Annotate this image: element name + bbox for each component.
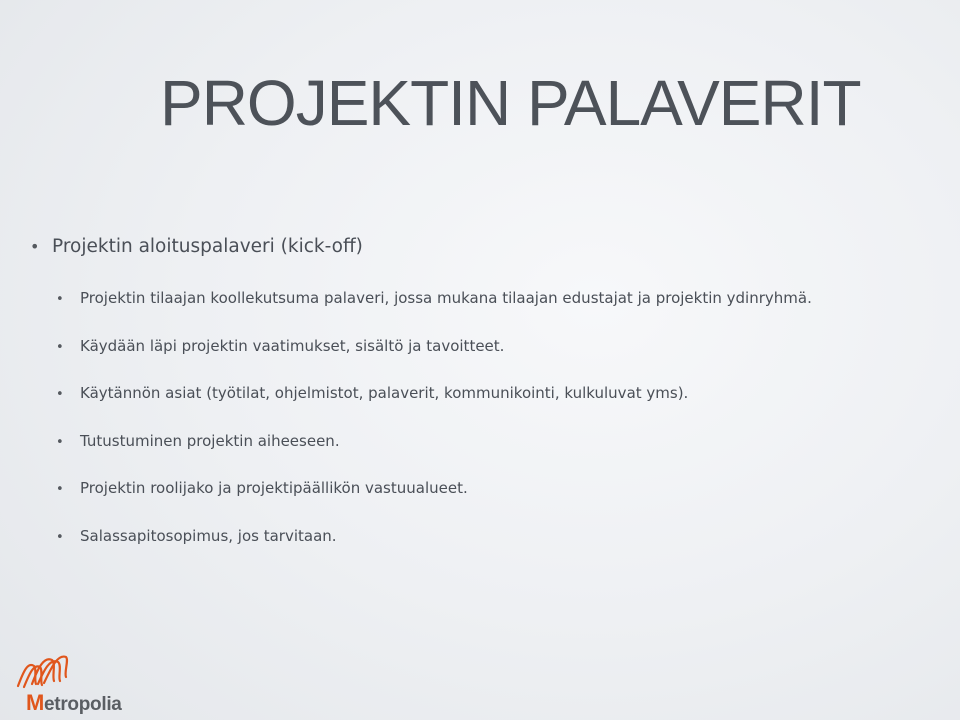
sub-bullet-item [56,289,936,337]
bullet-marker: • [30,237,40,256]
main-bullet [30,236,363,257]
sub-bullet-text: Tutustuminen projektin aiheeseen. [80,431,340,450]
sub-bullet-item [56,337,936,385]
sub-bullet-item [56,384,936,432]
sub-bullet-text: Salassapitosopimus, jos tarvitaan. [80,526,337,545]
bullet-marker: • [56,339,64,355]
logo-initial: M [26,690,45,715]
sub-bullet-item [56,432,936,480]
sub-bullet-item [56,479,936,527]
sub-bullet-text: Käytännön asiat (työtilat, ohjelmistot, palaverit, kommunikointi, kulkuluvat yms). [80,384,689,402]
metropolia-logo-text [26,690,122,716]
slide-title: PROJEKTIN PALAVERIT [160,67,861,139]
bullet-marker: • [56,434,64,450]
bullet-marker: • [56,292,64,307]
bullet-marker: • [56,387,64,402]
sub-bullet-text: Käydään läpi projektin vaatimukset, sisältö ja tavoitteet. [80,336,505,355]
sub-bullet-text: Projektin tilaajan koollekutsuma palaveri, jossa mukana tilaajan edustajat ja projektin ydinryhmä. [80,289,812,307]
main-bullet-text: Projektin aloituspalaveri (kick-off) [52,236,363,257]
sub-bullet-text: Projektin roolijako ja projektipäällikön vastuualueet. [80,479,468,497]
bullet-marker: • [56,482,64,497]
bullet-marker: • [56,529,64,545]
sub-bullet-list [56,289,936,574]
sub-bullet-item [56,527,936,575]
logo-name-rest: etropolia [44,694,122,715]
